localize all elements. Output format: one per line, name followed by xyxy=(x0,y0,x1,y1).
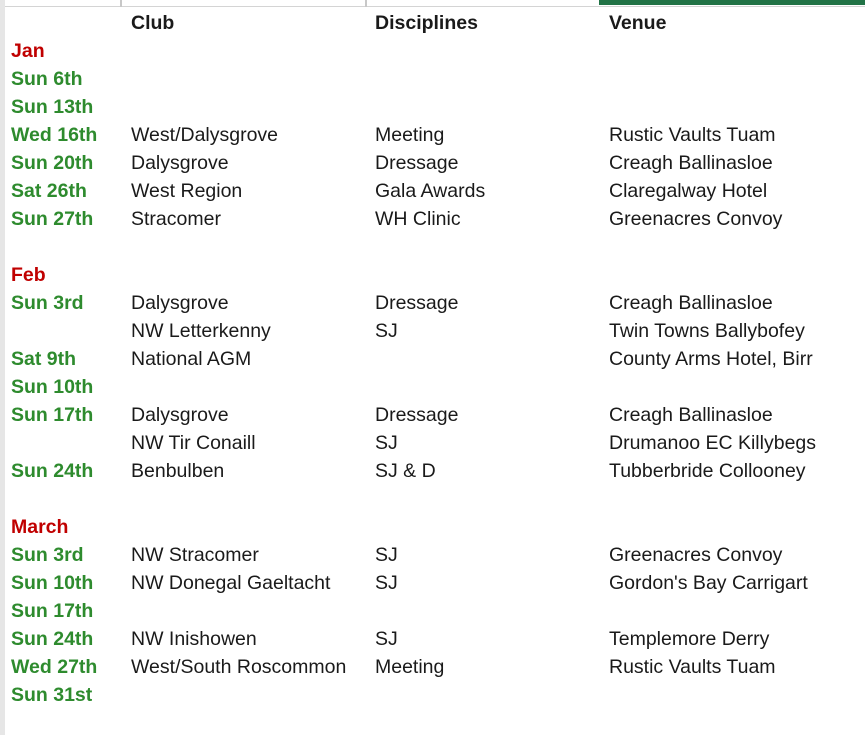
disciplines-cell[interactable]: SJ & D xyxy=(375,460,436,482)
date-cell[interactable]: Sun 13th xyxy=(11,96,94,118)
disciplines-cell[interactable]: SJ xyxy=(375,628,398,650)
blank-row xyxy=(0,233,865,261)
event-row xyxy=(0,597,865,625)
event-row xyxy=(0,149,865,177)
event-row xyxy=(0,65,865,93)
disciplines-cell[interactable]: WH Clinic xyxy=(375,208,461,230)
venue-cell[interactable]: Creagh Ballinasloe xyxy=(609,152,773,174)
date-cell[interactable]: Sun 3rd xyxy=(11,292,84,314)
header-venue[interactable]: Venue xyxy=(609,12,667,34)
event-row xyxy=(0,401,865,429)
date-cell[interactable]: Sun 17th xyxy=(11,600,94,622)
date-cell[interactable]: Sun 27th xyxy=(11,208,94,230)
venue-cell[interactable]: Drumanoo EC Killybegs xyxy=(609,432,817,454)
club-cell[interactable]: Dalysgrove xyxy=(131,292,229,314)
header-club[interactable]: Club xyxy=(131,12,175,34)
club-cell[interactable]: West/South Roscommon xyxy=(131,656,347,678)
event-row xyxy=(0,317,865,345)
header-disciplines[interactable]: Disciplines xyxy=(375,12,478,34)
venue-cell[interactable]: Templemore Derry xyxy=(609,628,770,650)
disciplines-cell[interactable]: SJ xyxy=(375,432,398,454)
event-row xyxy=(0,345,865,373)
club-cell[interactable]: Dalysgrove xyxy=(131,404,229,426)
event-row xyxy=(0,569,865,597)
date-cell[interactable]: Sun 10th xyxy=(11,572,94,594)
venue-cell[interactable]: Tubberbride Collooney xyxy=(609,460,806,482)
event-row xyxy=(0,429,865,457)
event-row xyxy=(0,653,865,681)
club-cell[interactable]: NW Letterkenny xyxy=(131,320,271,342)
disciplines-cell[interactable]: Dressage xyxy=(375,292,459,314)
event-row xyxy=(0,541,865,569)
disciplines-cell[interactable]: SJ xyxy=(375,320,398,342)
event-row xyxy=(0,457,865,485)
disciplines-cell[interactable]: Dressage xyxy=(375,152,459,174)
venue-cell[interactable]: Rustic Vaults Tuam xyxy=(609,124,776,146)
month-label[interactable]: March xyxy=(11,516,69,538)
column-separator[interactable] xyxy=(365,0,367,7)
club-cell[interactable]: Dalysgrove xyxy=(131,152,229,174)
club-cell[interactable]: West/Dalysgrove xyxy=(131,124,279,146)
event-row xyxy=(0,177,865,205)
venue-cell[interactable]: Claregalway Hotel xyxy=(609,180,768,202)
disciplines-cell[interactable]: Gala Awards xyxy=(375,180,486,202)
venue-cell[interactable]: Greenacres Convoy xyxy=(609,544,783,566)
venue-cell[interactable]: County Arms Hotel, Birr xyxy=(609,348,813,370)
event-row xyxy=(0,93,865,121)
venue-cell[interactable]: Creagh Ballinasloe xyxy=(609,404,773,426)
header-row xyxy=(0,9,865,37)
club-cell[interactable]: NW Donegal Gaeltacht xyxy=(131,572,331,594)
event-row xyxy=(0,121,865,149)
month-label[interactable]: Feb xyxy=(11,264,46,286)
schedule-rows xyxy=(0,37,865,709)
selected-column-indicator xyxy=(599,0,865,5)
venue-cell[interactable]: Creagh Ballinasloe xyxy=(609,292,773,314)
date-cell[interactable]: Sun 24th xyxy=(11,460,94,482)
blank-row xyxy=(0,485,865,513)
venue-cell[interactable]: Twin Towns Ballybofey xyxy=(609,320,805,342)
club-cell[interactable]: West Region xyxy=(131,180,243,202)
date-cell[interactable]: Sun 24th xyxy=(11,628,94,650)
club-cell[interactable]: NW Stracomer xyxy=(131,544,259,566)
date-cell[interactable]: Sat 26th xyxy=(11,180,87,202)
venue-cell[interactable]: Rustic Vaults Tuam xyxy=(609,656,776,678)
venue-cell[interactable]: Greenacres Convoy xyxy=(609,208,783,230)
date-cell[interactable]: Sun 3rd xyxy=(11,544,84,566)
column-header-border xyxy=(0,6,865,7)
month-row xyxy=(0,37,865,65)
event-row xyxy=(0,205,865,233)
date-cell[interactable]: Sun 31st xyxy=(11,684,93,706)
event-row xyxy=(0,681,865,709)
date-cell[interactable]: Sun 10th xyxy=(11,376,94,398)
club-cell[interactable]: Stracomer xyxy=(131,208,221,230)
club-cell[interactable]: National AGM xyxy=(131,348,252,370)
disciplines-cell[interactable]: SJ xyxy=(375,572,398,594)
date-cell[interactable]: Wed 16th xyxy=(11,124,98,146)
club-cell[interactable]: NW Inishowen xyxy=(131,628,257,650)
venue-cell[interactable]: Gordon's Bay Carrigart xyxy=(609,572,808,594)
disciplines-cell[interactable]: Dressage xyxy=(375,404,459,426)
event-row xyxy=(0,373,865,401)
club-cell[interactable]: Benbulben xyxy=(131,460,225,482)
disciplines-cell[interactable]: Meeting xyxy=(375,124,445,146)
column-header-strip xyxy=(0,0,865,8)
date-cell[interactable]: Sun 6th xyxy=(11,68,83,90)
disciplines-cell[interactable]: SJ xyxy=(375,544,398,566)
column-separator[interactable] xyxy=(120,0,122,7)
month-label[interactable]: Jan xyxy=(11,40,45,62)
club-cell[interactable]: NW Tir Conaill xyxy=(131,432,256,454)
date-cell[interactable]: Wed 27th xyxy=(11,656,98,678)
month-row xyxy=(0,261,865,289)
date-cell[interactable]: Sun 20th xyxy=(11,152,94,174)
date-cell[interactable]: Sat 9th xyxy=(11,348,77,370)
schedule-sheet xyxy=(0,9,865,709)
event-row xyxy=(0,289,865,317)
date-cell[interactable]: Sun 17th xyxy=(11,404,94,426)
event-row xyxy=(0,625,865,653)
disciplines-cell[interactable]: Meeting xyxy=(375,656,445,678)
month-row xyxy=(0,513,865,541)
